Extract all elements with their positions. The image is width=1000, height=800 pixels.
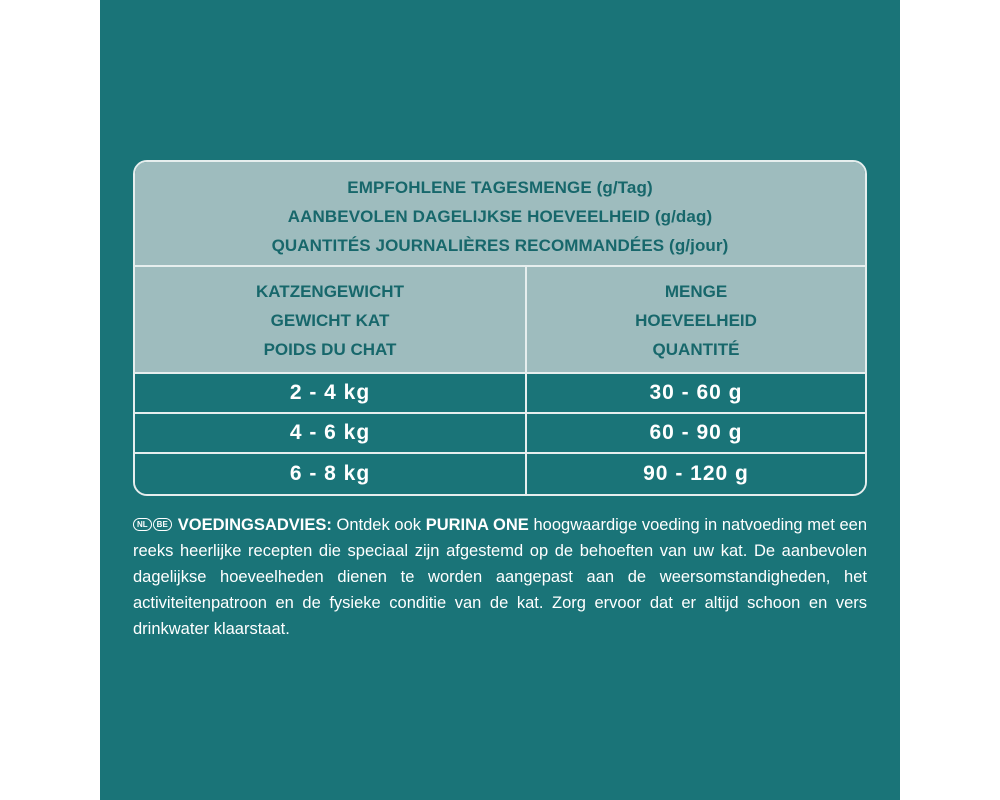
table-row: [135, 454, 865, 494]
column-header-amount-fr: QUANTITÉ: [652, 340, 740, 359]
table-title: [135, 162, 865, 267]
amount-cell: 60 - 90 g: [649, 421, 743, 444]
weight-cell: 6 - 8 kg: [135, 454, 527, 494]
table-row: [135, 414, 865, 454]
feeding-table: [133, 160, 867, 496]
country-badges: [133, 511, 172, 537]
nl-country-badge: NL: [133, 518, 152, 531]
advice-text-intro: Ontdek ook: [331, 516, 426, 534]
title-line-nl: AANBEVOLEN DAGELIJKSE HOEVEELHEID (g/dag): [287, 207, 713, 226]
feeding-guide-panel: [100, 0, 900, 800]
table-header-row: [135, 267, 865, 374]
column-header-weight: [135, 267, 527, 372]
advice-heading: VOEDINGSADVIES:: [177, 516, 332, 534]
amount-cell: 30 - 60 g: [649, 381, 743, 404]
feeding-advice-paragraph: [133, 511, 867, 642]
amount-cell: 90 - 120 g: [643, 462, 749, 485]
column-header-weight-fr: POIDS DU CHAT: [263, 340, 397, 359]
column-header-weight-de: KATZENGEWICHT: [256, 282, 404, 301]
column-header-amount: [527, 267, 865, 372]
weight-cell: 2 - 4 kg: [135, 374, 527, 412]
column-header-amount-de: MENGE: [664, 282, 728, 301]
title-line-de: EMPFOHLENE TAGESMENGE (g/Tag): [347, 178, 653, 197]
be-country-badge: BE: [153, 518, 172, 531]
advice-text-body: hoogwaardige voeding in natvoeding met een reeks heerlijke recepten die speciaal zijn afgestemd op de behoeften van uw kat. De aanbevolen dagelijkse hoeveelheden dienen te worden aangepast aan de weersomstandigheden, het activiteitenpatroon en de fysieke conditie van de kat. Zorg ervoor dat er altijd schoon en vers drinkwater klaarstaat.: [133, 516, 867, 638]
weight-cell: 4 - 6 kg: [135, 414, 527, 452]
column-header-amount-nl: HOEVEELHEID: [635, 311, 757, 330]
title-line-fr: QUANTITÉS JOURNALIÈRES RECOMMANDÉES (g/jour): [271, 236, 729, 255]
brand-name: PURINA ONE: [425, 516, 529, 534]
table-row: [135, 374, 865, 414]
column-header-weight-nl: GEWICHT KAT: [270, 311, 390, 330]
